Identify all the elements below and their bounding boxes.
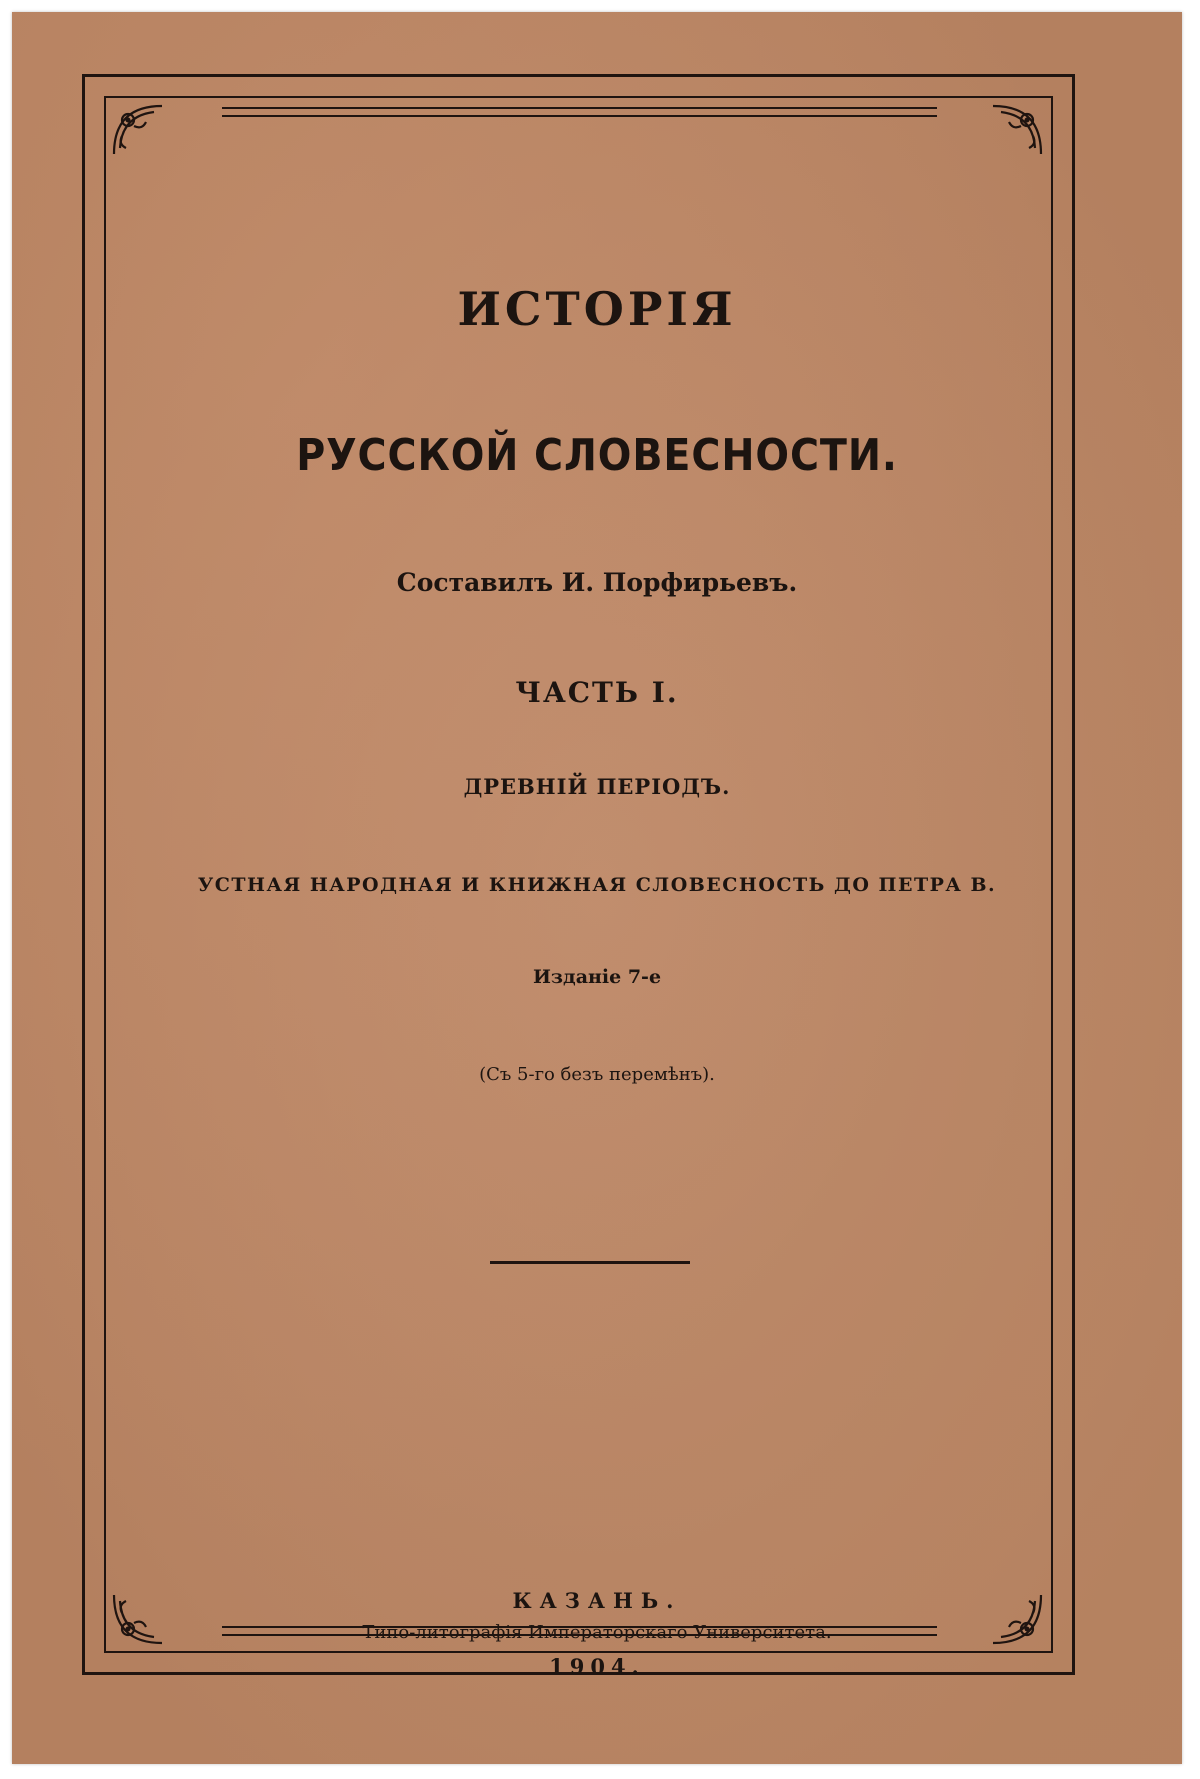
imprint-printer: Типо-литографія Императорскаго Университета.	[362, 1622, 832, 1643]
subtitle: УСТНАЯ НАРОДНАЯ И КНИЖНАЯ СЛОВЕСНОСТЬ ДО ПЕТРА В.	[197, 874, 997, 896]
reprint-note: (Съ 5-го безъ перемѣнъ).	[479, 1064, 715, 1085]
top-rule-2	[222, 115, 937, 117]
title-line-2: РУССКОЙ СЛОВЕСНОСТИ.	[296, 430, 898, 481]
author-line: Составилъ И. Порфирьевъ.	[396, 568, 798, 597]
part-label: ЧАСТЬ I.	[515, 676, 679, 709]
period-label: ДРЕВНІЙ ПЕРІОДЪ.	[463, 774, 731, 799]
edition-label: Изданіе 7-е	[532, 966, 662, 988]
corner-ornament-icon	[108, 100, 168, 160]
book-cover	[12, 12, 1182, 1764]
imprint-city: КАЗАНЬ.	[512, 1588, 682, 1613]
imprint-year: 1904.	[549, 1654, 645, 1679]
title-line-1: ИСТОРІЯ	[457, 282, 737, 336]
top-rule-1	[222, 107, 937, 109]
corner-ornament-icon	[987, 100, 1047, 160]
divider-rule	[490, 1261, 690, 1264]
